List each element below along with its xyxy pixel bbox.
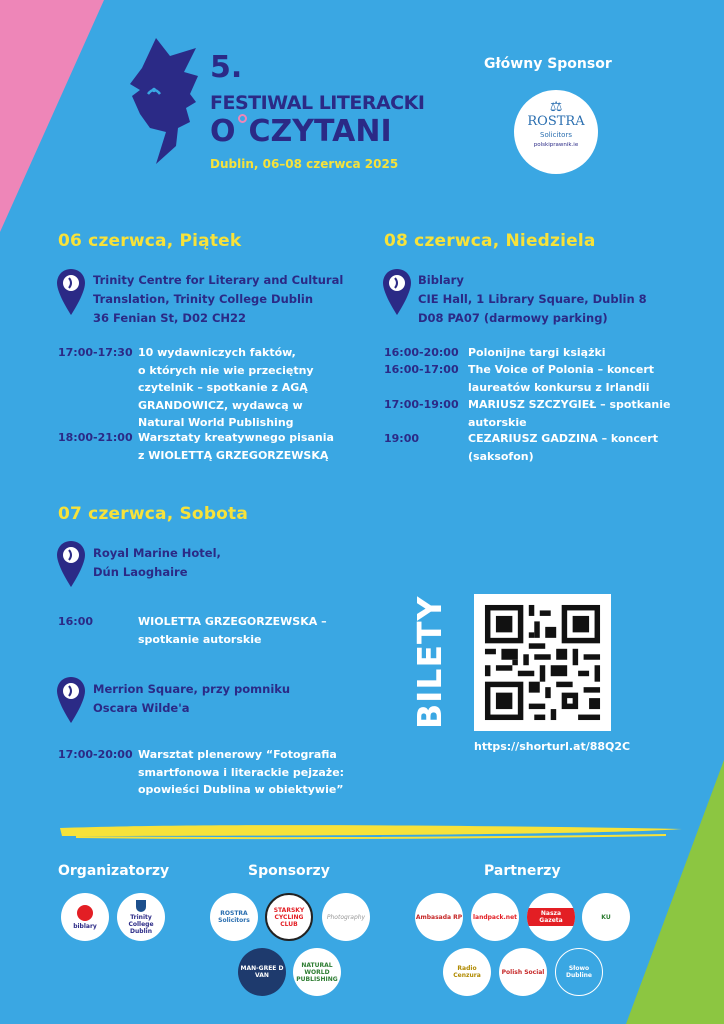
festival-name [210, 114, 392, 149]
pink-dot-icon [238, 114, 247, 123]
day2-venue1-address [93, 544, 221, 582]
event-line: opowieści Dublina w obiektywie” [138, 783, 344, 796]
biblary-icon [77, 905, 93, 921]
event-line: smartfonowa i literackie pejzaże: [138, 765, 345, 779]
event-description [468, 361, 654, 396]
address-line: Translation, Trinity College Dublin [93, 292, 314, 306]
address-line: Biblary [418, 273, 464, 287]
day2-venue2-address [93, 680, 290, 718]
logo-text: landpack.net [472, 913, 518, 921]
event-line: Natural World Publishing [138, 416, 294, 429]
sponsors-heading: Sponsorzy [248, 863, 330, 879]
day1-title: 06 czerwca, Piątek [58, 231, 242, 251]
event-line: spotkanie autorskie [138, 632, 262, 646]
event-time: 17:00-17:30 [58, 346, 133, 359]
address-line: Dún Laoghaire [93, 565, 188, 579]
address-line: Royal Marine Hotel, [93, 546, 221, 560]
partner-logo-embassy[interactable] [415, 893, 463, 941]
main-sponsor-logo[interactable] [514, 90, 598, 174]
event-description [468, 430, 658, 465]
crest-icon [136, 900, 146, 912]
event-description [138, 344, 314, 432]
rostra-logo-url: polskiprawnik.ie [533, 142, 579, 148]
pink-corner-decoration [0, 0, 110, 240]
partner-logo-nasza-gazeta[interactable] [527, 893, 575, 941]
event-row [58, 344, 348, 434]
location-pin-icon [56, 540, 86, 588]
event-line: laureatów konkursu z Irlandii [468, 380, 650, 394]
green-corner-decoration [614, 760, 724, 1024]
day3-address [418, 271, 647, 328]
event-line: (saksofon) [468, 449, 534, 463]
address-line: Trinity Centre for Literary and Cultural [93, 273, 344, 287]
logo-text: Ambasada RP [415, 913, 463, 921]
rostra-logo-sub: Solicitors [540, 131, 572, 139]
location-pin-icon [56, 268, 86, 316]
event-line: 10 wydawniczych faktów, [138, 346, 296, 359]
event-line: autorskie [468, 415, 527, 429]
address-line: Oscara Wilde'a [93, 701, 190, 715]
location-pin-icon [56, 676, 86, 724]
event-line: z WIOLETTĄ GRZEGORZEWSKĄ [138, 448, 329, 462]
event-line: WIOLETTA GRZEGORZEWSKA – [138, 615, 327, 628]
festival-name-main: CZYTANI [248, 114, 392, 149]
partner-logo-slowo-dubline[interactable] [555, 948, 603, 996]
event-row [58, 429, 348, 465]
event-line: o których nie wie przeciętny [138, 363, 314, 377]
event-line: CEZARIUSZ GADZINA – koncert [468, 432, 658, 445]
logo-text: Photography [326, 913, 366, 921]
logo-text: Nasza Gazeta [527, 908, 575, 926]
logo-text: NATURAL WORLD PUBLISHING [296, 961, 338, 983]
event-row [384, 344, 694, 362]
event-line: Warsztaty kreatywnego pisania [138, 431, 334, 444]
event-time: 19:00 [384, 432, 420, 445]
festival-subtitle: Dublin, 06–08 czerwca 2025 [210, 157, 399, 171]
logo-text: KU [601, 913, 611, 921]
event-row [384, 396, 694, 432]
logo-text: biblary [73, 922, 97, 930]
location-pin-icon [382, 268, 412, 316]
logo-text: Trinity College Dublin [128, 913, 154, 935]
address-line: D08 PA07 (darmowy parking) [418, 311, 608, 325]
sponsor-logo-rostra[interactable] [210, 893, 258, 941]
day2-title: 07 czerwca, Sobota [58, 504, 249, 524]
organizers-heading: Organizatorzy [58, 863, 170, 879]
partner-logo-polish-social[interactable] [499, 948, 547, 996]
partner-logo-landpack[interactable] [471, 893, 519, 941]
logo-text: MAN-GREE D VAN [240, 965, 284, 979]
event-line: czytelnik – spotkanie z AGĄ [138, 381, 308, 394]
partner-logo-radio-cenzura[interactable] [443, 948, 491, 996]
partners-heading: Partnerzy [484, 863, 561, 879]
event-time: 17:00-20:00 [58, 748, 133, 761]
event-time: 18:00-21:00 [58, 431, 133, 444]
event-description [138, 613, 327, 648]
tickets-url-link[interactable]: https://shorturl.at/88Q2C [474, 740, 631, 753]
sponsor-logo-starsky[interactable] [265, 893, 313, 941]
partner-logo-ku[interactable] [582, 893, 630, 941]
address-line: Merrion Square, przy pomniku [93, 682, 291, 696]
event-description [138, 429, 334, 464]
event-row [384, 430, 694, 466]
logo-text: Radio Cenzura [453, 965, 481, 979]
event-line: MARIUSZ SZCZYGIEŁ – spotkanie [468, 398, 671, 411]
event-row [58, 746, 378, 800]
event-line: Polonijne targi książki [468, 346, 606, 359]
event-time: 17:00-19:00 [384, 398, 459, 411]
logo-text: ROSTRA Solicitors [218, 910, 250, 924]
event-time: 16:00 [58, 615, 94, 628]
address-line: CIE Hall, 1 Library Square, Dublin 8 [418, 292, 647, 306]
event-description [468, 344, 606, 362]
event-line: GRANDOWICZ, wydawcą w [138, 398, 303, 412]
tickets-label: BILETY [410, 595, 449, 729]
festival-name-prefix: O [210, 114, 236, 149]
qr-code-icon [474, 594, 611, 731]
festival-head-logo [126, 36, 206, 166]
festival-title: FESTIWAL LITERACKI [210, 92, 425, 114]
event-time: 16:00-17:00 [384, 363, 459, 376]
event-line: Warsztat plenerowy “Fotografia [138, 748, 337, 761]
event-description [138, 746, 344, 799]
rostra-logo-name: ROSTRA [527, 114, 585, 129]
sponsor-logo-photography[interactable] [322, 893, 370, 941]
event-line: The Voice of Polonia – koncert [468, 363, 655, 376]
logo-text: STARSKY CYCLING CLUB [273, 906, 305, 928]
ticket-qr-code[interactable] [474, 594, 611, 731]
sponsor-logo-natural-world[interactable] [293, 948, 341, 996]
address-line: 36 Fenian St, D02 CH22 [93, 311, 247, 325]
logo-text: Słowo Dubline [565, 965, 592, 979]
yellow-brush-divider [56, 820, 686, 842]
scales-icon: ⚖ [549, 99, 563, 115]
event-row [384, 361, 694, 397]
event-description [468, 396, 671, 431]
event-time: 16:00-20:00 [384, 346, 459, 359]
event-row [58, 613, 358, 649]
day3-title: 08 czerwca, Niedziela [384, 231, 596, 251]
organizer-logo-trinity[interactable] [117, 893, 165, 941]
festival-number: 5. [210, 50, 243, 85]
logo-text: Polish Social [501, 968, 545, 976]
main-sponsor-heading: Główny Sponsor [484, 56, 612, 72]
day1-address [93, 271, 343, 328]
sponsor-logo-mangreed-van[interactable] [238, 948, 286, 996]
organizer-logo-biblary[interactable] [61, 893, 109, 941]
